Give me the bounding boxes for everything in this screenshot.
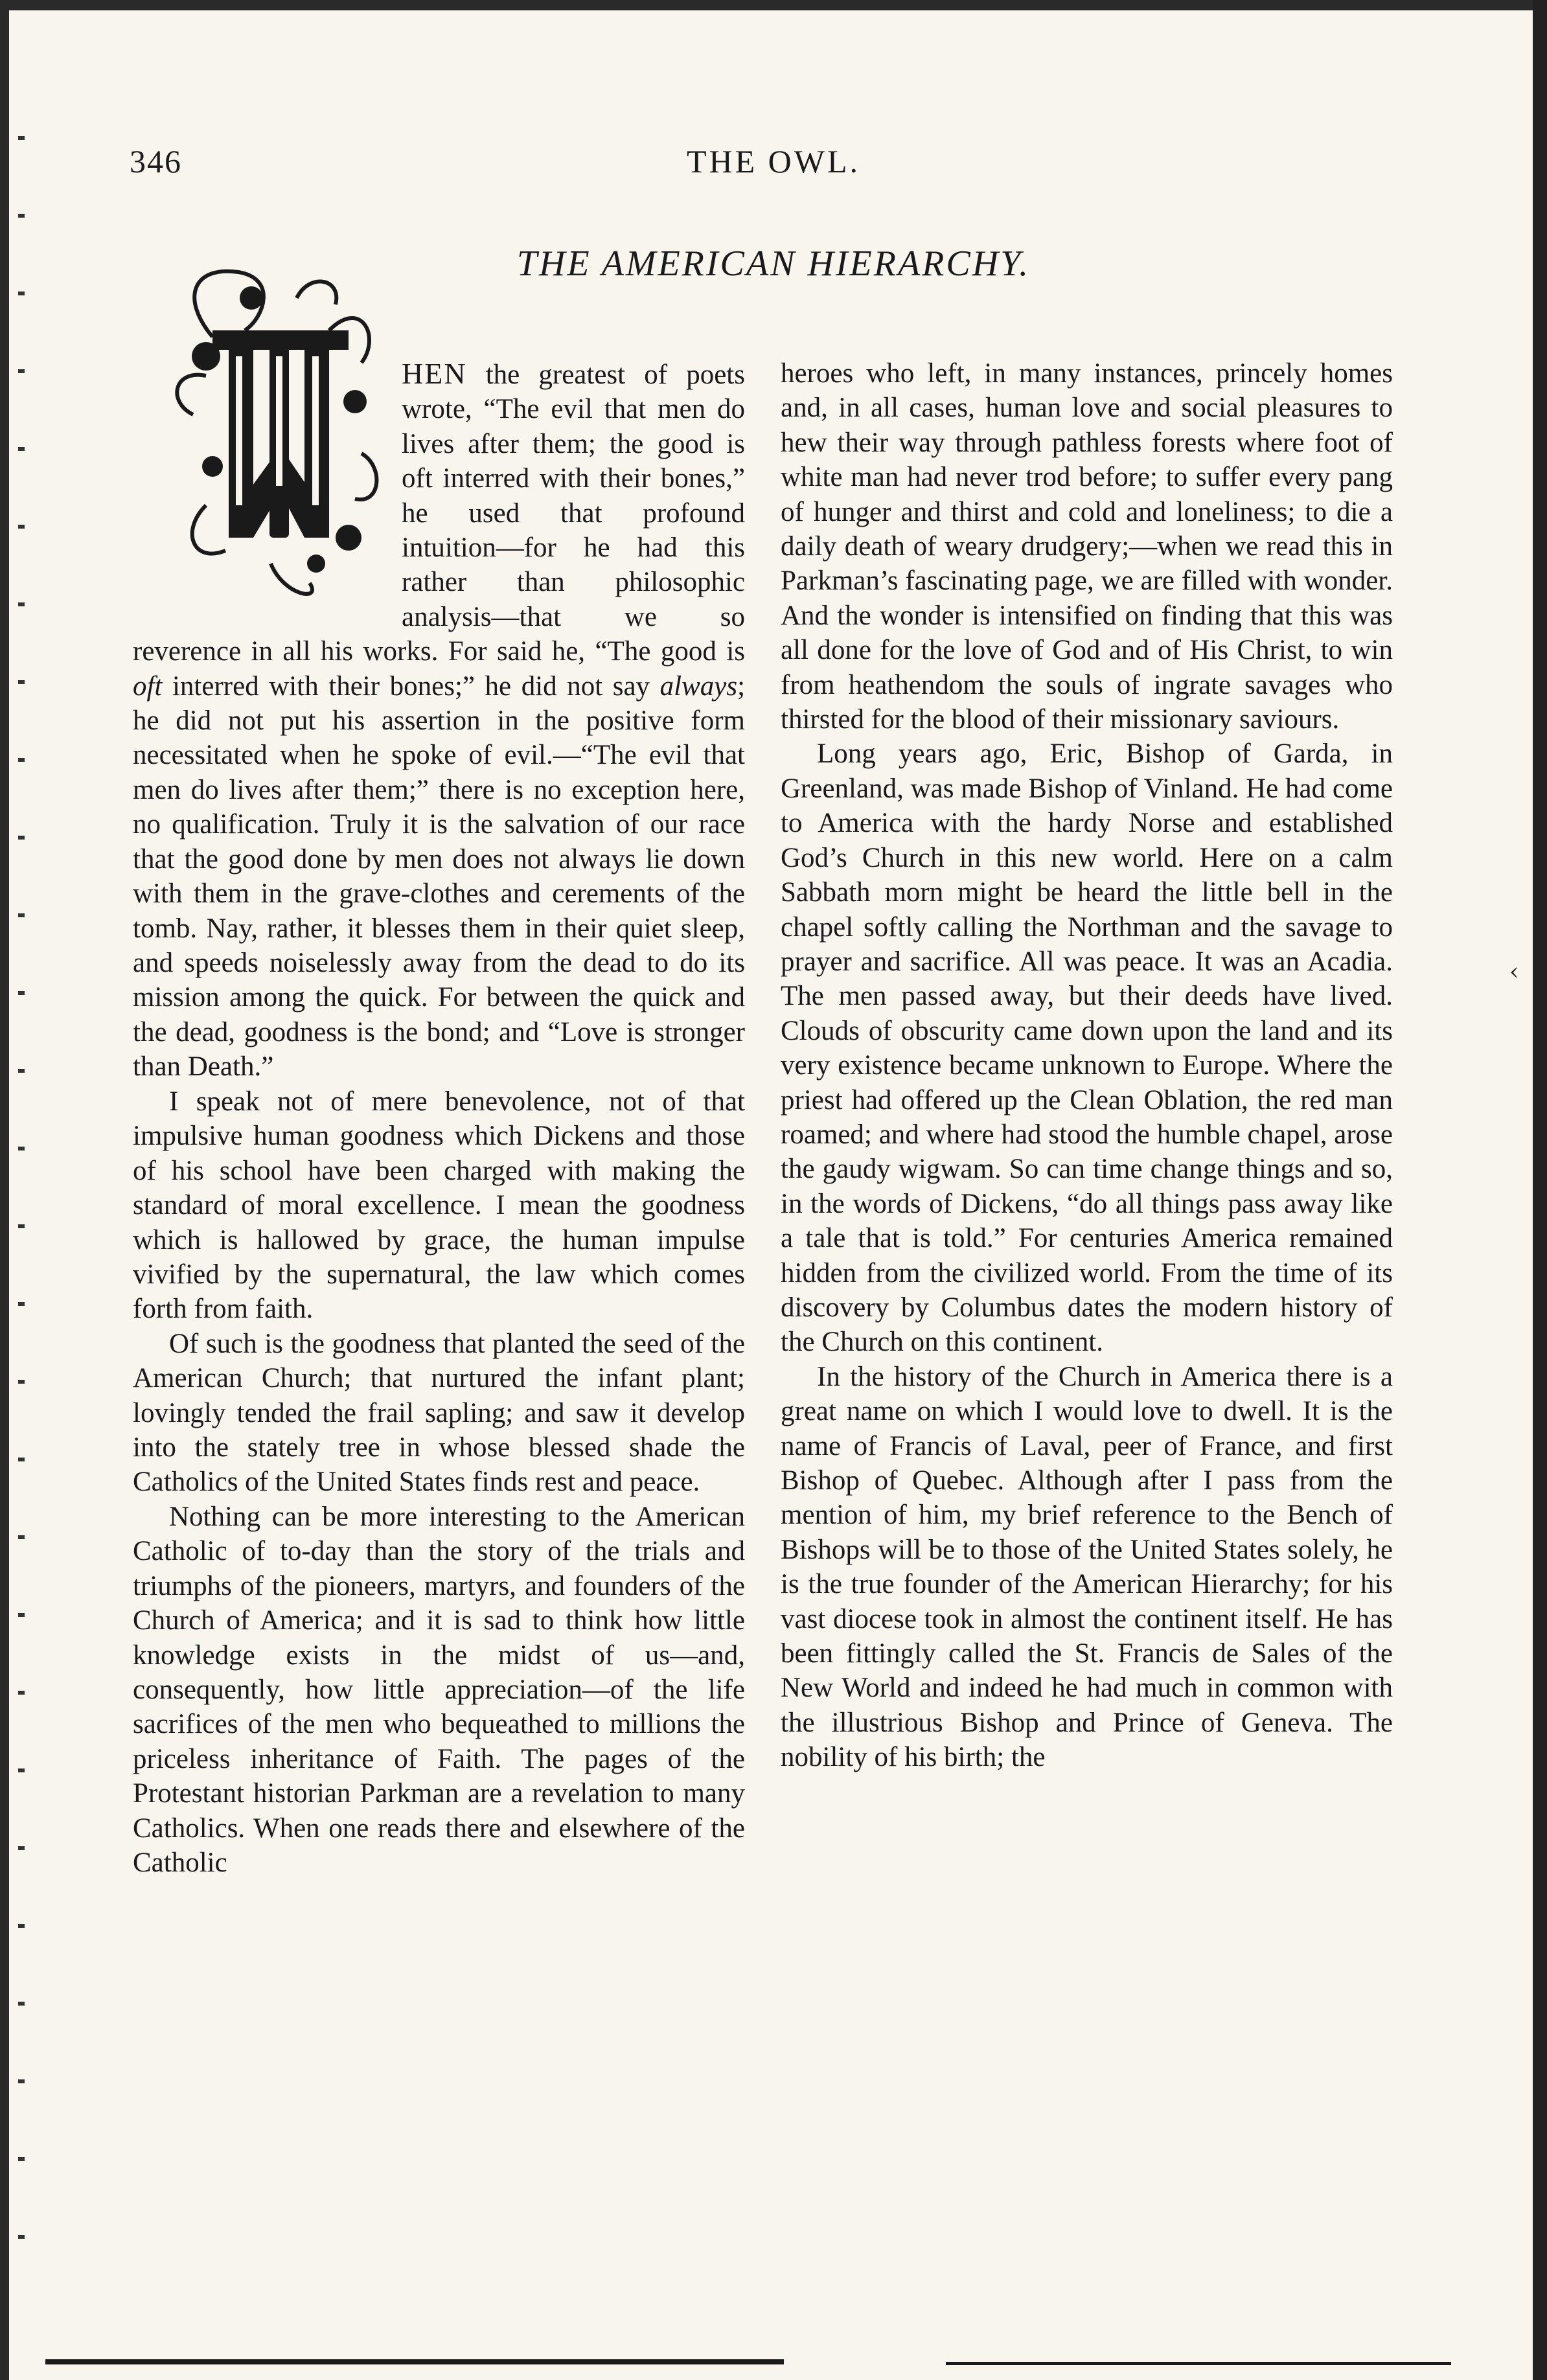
paragraph: In the history of the Church in America there is a great name on which I would love to dwell. It is the name of Francis of Laval, peer of France, and first Bishop of Quebec. Although after I pass from the mention of him, my brief reference to the Bench of Bishops will be to those of the United States solely, he is the true founder of the American Hierarchy; for his vast diocese took in almost the continent itself. He has been fittingly called the St. Francis de Sales of the New World and indeed he had much in common with the illustrious Bishop and Prince of Geneva. The nobility of his birth; the <box>781 1361 1393 1773</box>
paragraph: Nothing can be more interesting to the American Catholic of to-day than the story of the trials and triumphs of the pioneers, martyrs, and founders of the Church of America; and it is sad to think how little knowledge exists in the midst of us—and, consequently, how little appreciation—of the life sacrifices of the men who bequeathed to millions the priceless inheritance of Faith. The pages of the Protestant historian Parkman are a revelation to many Catholics. When one reads there and elsewhere of the Catholic <box>133 1501 745 1878</box>
opening-text-end: ; he did not put his assertion in the positive form necessitated when he spoke of evil.—“The evil that men do lives after them;” there is no exception here, no qualification. Truly it is the salvation of our race that the good done by men does not always lie down with them in the grave-clothes and cerements of the tomb. Nay, rather, it blesses them in their quiet sleep, and speeds noiselessly away from the dead to do its mission among the quick. For between the quick and the dead, goodness is the bond; and “Love is stronger than Death.” <box>133 670 746 1082</box>
running-head <box>0 143 1547 194</box>
opening-text-mid: interred with their bones;” he did not say <box>172 670 650 702</box>
opening-always: always <box>659 670 738 702</box>
scan-margin-marks <box>18 136 25 2274</box>
scan-left-edge <box>0 0 9 2380</box>
opening-text: the greatest of poets wrote, “The evil that men do lives after them; the good is oft interred with their bones,” he used that profound intuition—for he had this rather than philosophic analysis—that we so reverence in all his works. For said he, “The good is <box>133 360 745 667</box>
scan-top-edge <box>0 0 1547 10</box>
left-column-body <box>133 1084 745 1880</box>
article-title: THE AMERICAN HIERARCHY. <box>516 244 1031 284</box>
bottom-rule-right <box>946 2362 1451 2365</box>
paragraph: I speak not of mere benevolence, not of that impulsive human goodness which Dickens and those of his school have been charged with making the standard of moral excellence. I mean the goodness which is hallowed by grace, the human impulse vivified by the supernatural, the law which comes forth from faith. <box>133 1086 745 1325</box>
scan-right-edge <box>1533 0 1547 2380</box>
margin-mark: ‹ <box>1509 959 1519 985</box>
paragraph: Long years ago, Eric, Bishop of Garda, in Greenland, was made Bishop of Vinland. He had come to America with the hardy Norse and established God’s Church in this new world. Here on a calm Sabbath morn might be heard the little bell in the chapel softly calling the Northman and the savage to prayer and sacrifice. All was peace. It was an Acadia. The men passed away, but their deeds have lived. Clouds of obscurity came down upon the land and its very existence became unknown to Europe. Where the priest had offered up the Clean Oblation, the red man roamed; and where had stood the humble chapel, arose the gaudy wigwam. So can time change things and so, in the words of Dickens, “do all things pass away like a tale that is told.” For centuries America remained hidden from the civilized world. From the time of its discovery by Columbus dates the modern history of the Church on this continent. <box>781 738 1393 1358</box>
journal-title: THE OWL. <box>686 143 861 179</box>
opening-paragraph-wrapped <box>133 356 745 1084</box>
drop-cap-float <box>133 356 402 622</box>
opening-oft: oft <box>133 670 163 702</box>
opening-first-word: HEN <box>402 357 467 390</box>
paragraph: heroes who left, in many instances, princely homes and, in all cases, human love and social pleasures to hew their way through pathless forests where foot of white man had never trod before; to suffer every pang of hunger and thirst and cold and loneliness; to die a daily death of weary drudgery;—when we read this in Parkman’s fascinating page, we are filled with wonder. And the wonder is intensified on finding that this was all done for the love of God and of His Christ, to win from heathendom the souls of ingrate savages who thirsted for the blood of their missionary saviours. <box>781 358 1393 735</box>
bottom-rule <box>45 2359 784 2364</box>
paragraph: Of such is the goodness that planted the seed of the American Church; that nurtured the infant plant; lovingly tended the frail sapling; and saw it develop into the stately tree in whose blessed shade the Catholics of the United States finds rest and peace. <box>133 1328 745 1498</box>
page-number: 346 <box>130 143 182 179</box>
right-column <box>781 356 1393 1775</box>
